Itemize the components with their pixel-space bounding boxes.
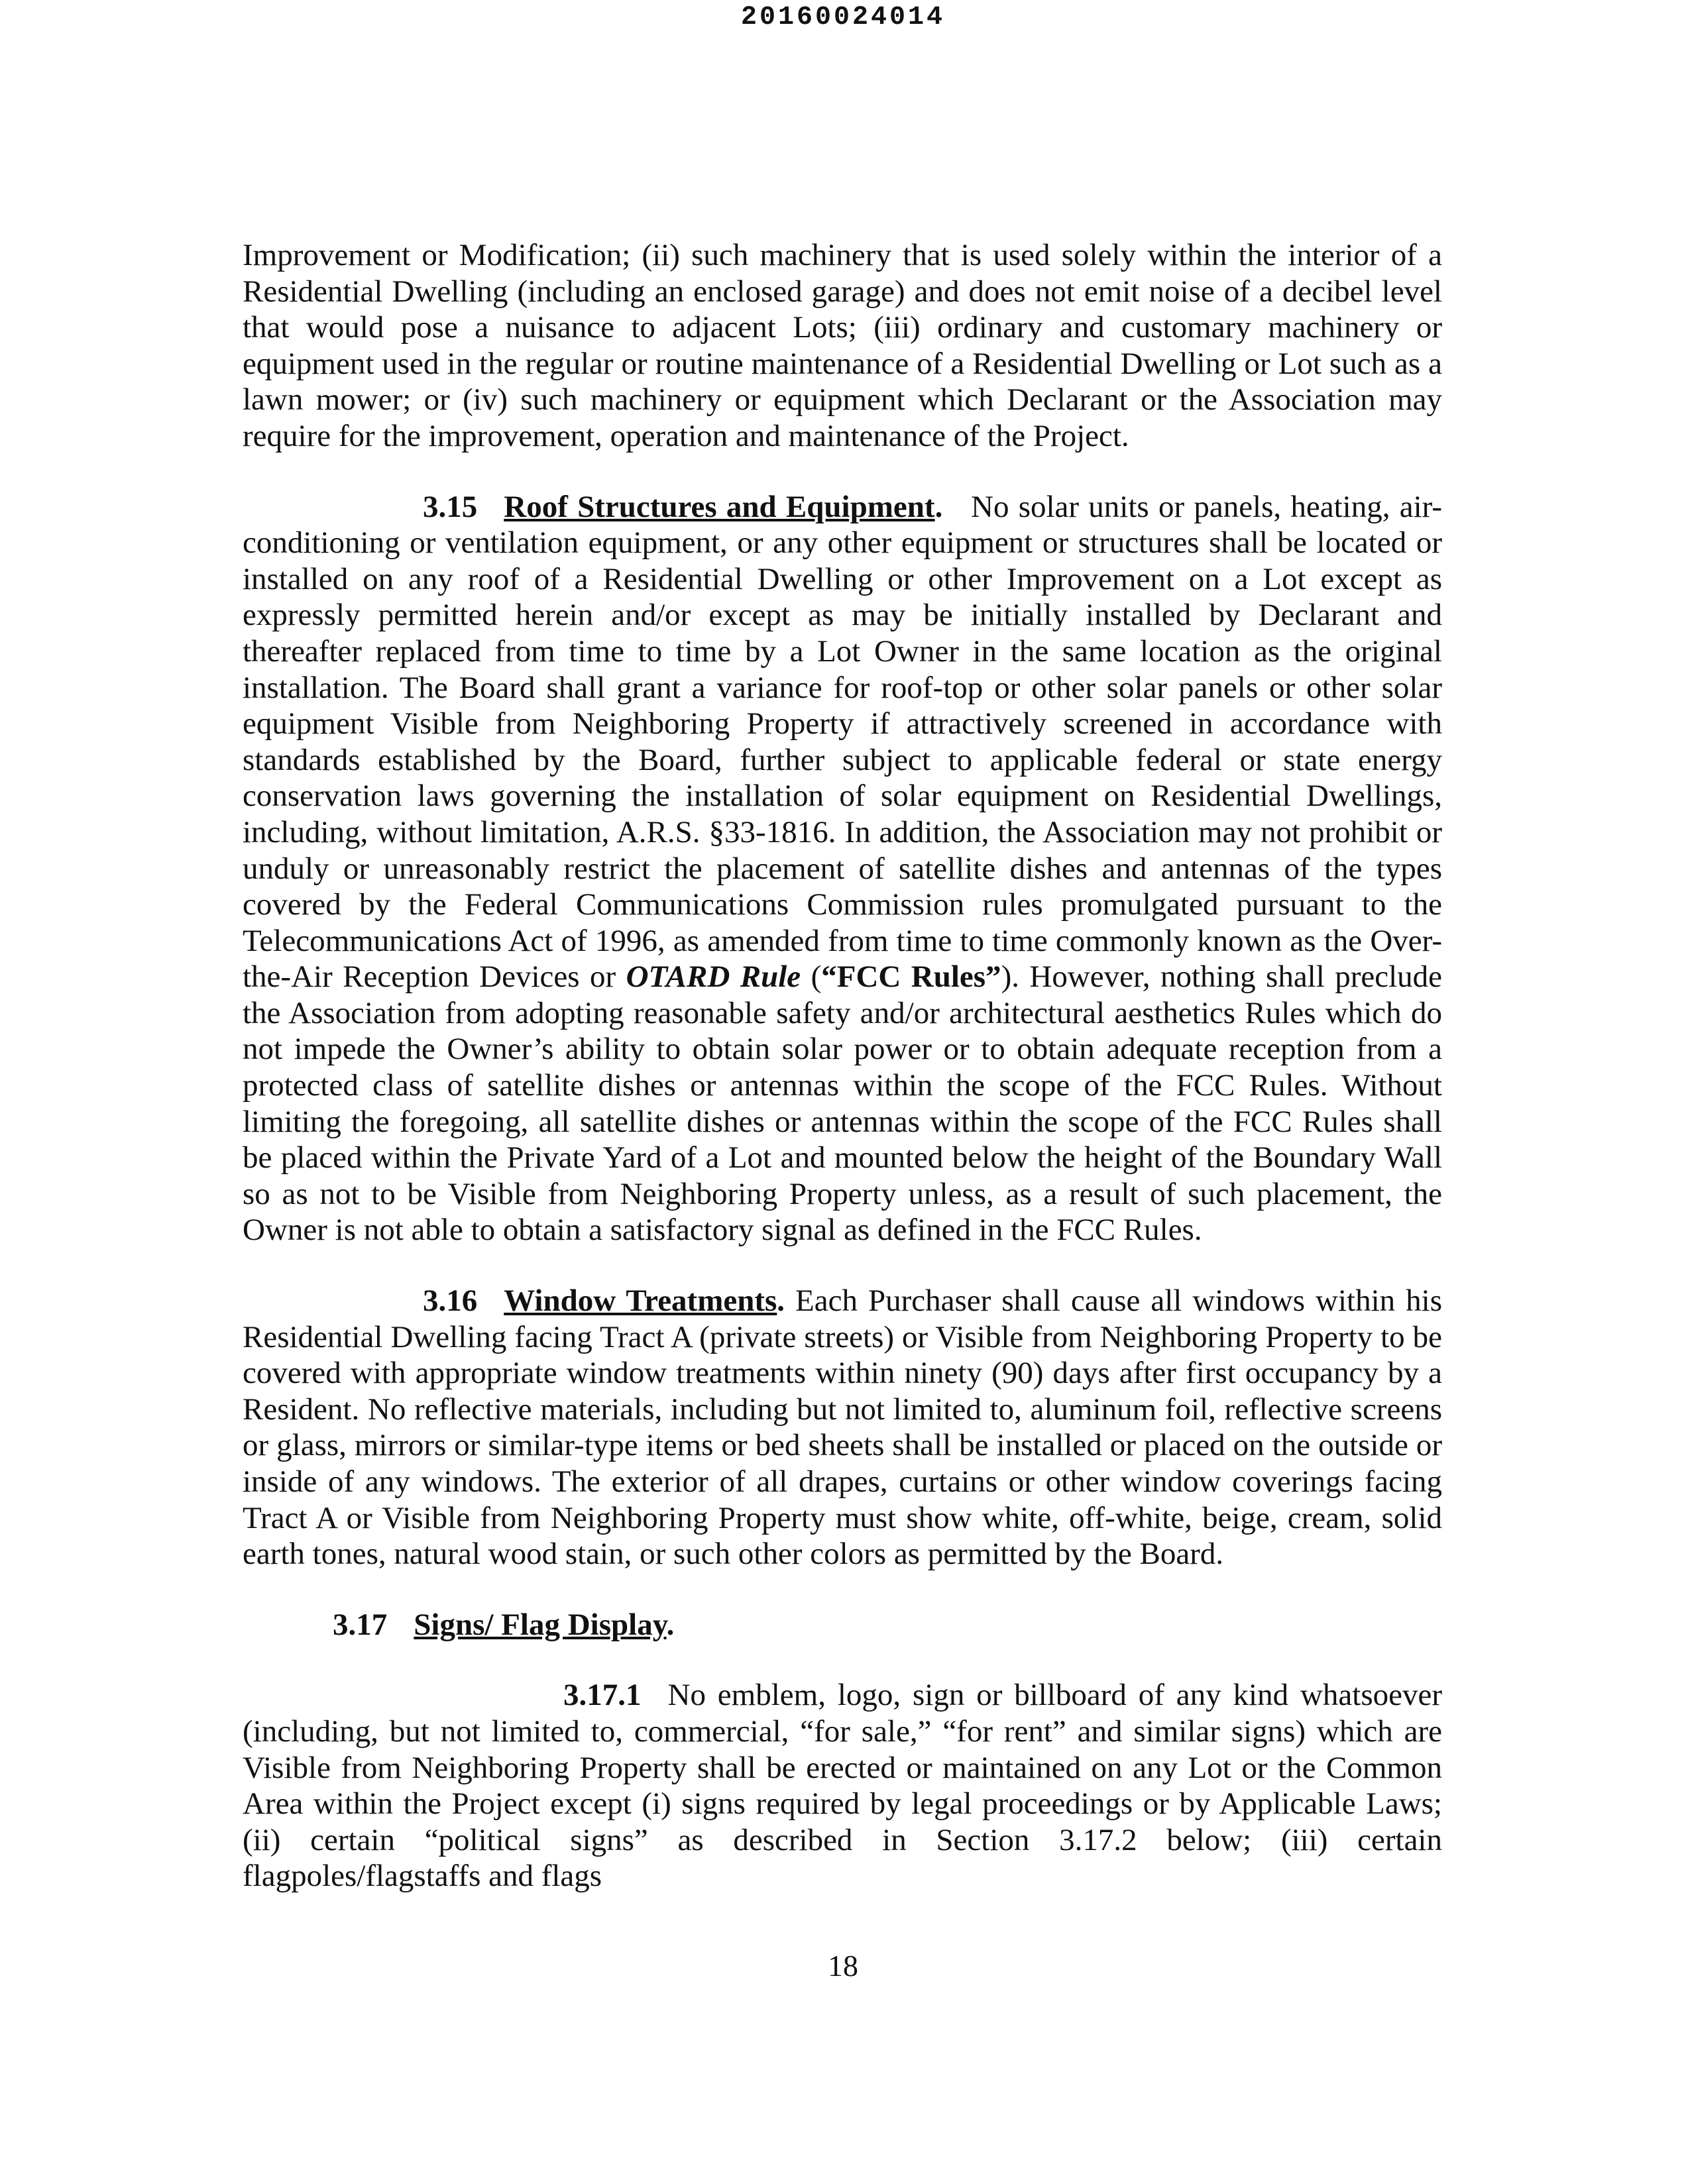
section-title: Signs/ Flag Display: [414, 1607, 667, 1642]
section-text: Each Purchaser shall cause all windows within his Residential Dwelling facing Tract A (private streets) or Visible from Neighboring Property to be covered with appropriate window treatments within ninety (90) days after first occupancy by a Resident. No reflective materials, including but not limited to, aluminum foil, reflective screens or glass, mirrors or similar-type items or bed sheets shall be installed or placed on the outside or inside of any windows. The exterior of all drapes, curtains or other window coverings facing Tract A or Visible from Neighboring Property must show white, off-white, beige, cream, solid earth tones, natural wood stain, or such other colors as permitted by the Board.: [243, 1283, 1443, 1572]
section-3-16-paragraph: [243, 1283, 1442, 1572]
section-title: Window Treatments: [504, 1283, 777, 1319]
title-punctuation: .: [934, 489, 943, 524]
subsection-number: 3.17.1: [563, 1678, 642, 1713]
otard-rule-term: OTARD Rule: [626, 959, 801, 995]
document-body: [243, 237, 1442, 1929]
section-3-17-heading: [333, 1607, 1442, 1643]
section-3-15-paragraph: [243, 489, 1442, 1248]
title-punctuation: .: [777, 1283, 785, 1319]
subsection-text: No emblem, logo, sign or billboard of any kind whatsoever (including, but not limited to, commercial, “for sale,” “for rent” and similar signs) which are Visible from Neighboring Property shall be erected or maintained on any Lot or the Common Area within the Project except (i) signs required by legal proceedings or by Applicable Laws; (ii) certain “political signs” as described in Section 3.17.2 below; (iii) certain flagpoles/flagstaffs and flags: [243, 1678, 1442, 1894]
fcc-rules-term: “FCC Rules”: [821, 959, 1001, 995]
paren-open: (: [811, 959, 822, 995]
section-text-continued: ). However, nothing shall preclude the Association from adopting reasonable safety and/or architectural aesthetics Rules which do not impede the Owner’s ability to obtain solar power or to obtain adequate reception from a protected class of satellite dishes or antennas within the scope of the FCC Rules. Without limiting the foregoing, all satellite dishes or antennas within the scope of the FCC Rules shall be placed within the Private Yard of a Lot and mounted below the height of the Boundary Wall so as not to be Visible from Neighboring Property unless, as a result of such placement, the Owner is not able to obtain a satisfactory signal as defined in the FCC Rules.: [243, 959, 1443, 1248]
section-number: 3.17: [333, 1607, 388, 1642]
section-number: 3.16: [423, 1283, 478, 1319]
section-number: 3.15: [423, 489, 478, 524]
section-text: No solar units or panels, heating, air-conditioning or ventilation equipment, or any other equipment or structures shall be located or installed on any roof of a Residential Dwelling or other Improvement on a Lot except as expressly permitted herein and/or except as may be initially installed by Declarant and thereafter replaced from time to time by a Lot Owner in the same location as the original installation. The Board shall grant a variance for roof-top or other solar panels or other solar equipment Visible from Neighboring Property if attractively screened in accordance with standards established by the Board, further subject to applicable federal or state energy conservation laws governing the installation of solar equipment on Residential Dwellings, including, without limitation, A.R.S. §33-1816. In addition, the Association may not prohibit or unduly or unreasonably restrict the placement of satellite dishes and antennas of the types covered by the Federal Communications Commission rules promulgated pursuant to the Telecommunications Act of 1996, as amended from time to time commonly known as the Over-the-Air Reception Devices or: [243, 489, 1442, 995]
section-title: Roof Structures and Equipment: [504, 489, 935, 524]
document-number: 20160024014: [740, 3, 946, 32]
page-number: 18: [828, 1949, 858, 1983]
title-punctuation: .: [666, 1607, 675, 1642]
continued-paragraph: Improvement or Modification; (ii) such machinery that is used solely within the interior of a Residential Dwelling (including an enclosed garage) and does not emit noise of a decibel level that would pose a nuisance to adjacent Lots; (iii) ordinary and customary machinery or equipment used in the regular or routine maintenance of a Residential Dwelling or Lot such as a lawn mower; or (iv) such machinery or equipment which Declarant or the Association may require for the improvement, operation and maintenance of the Project.: [243, 238, 1442, 453]
section-3-17-1-paragraph: [243, 1677, 1442, 1894]
